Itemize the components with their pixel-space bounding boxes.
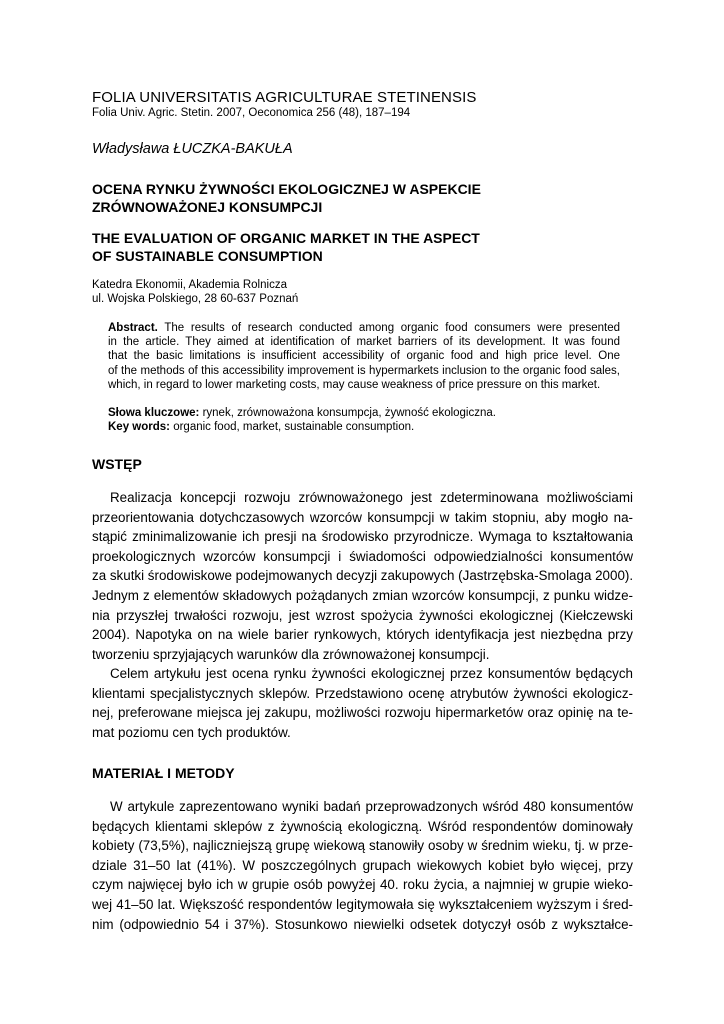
keywords-english-label: Key words:	[108, 421, 170, 434]
keywords	[108, 406, 496, 434]
abstract-line	[108, 321, 620, 335]
title-polish-line: ZRÓWNOWAŻONEJ KONSUMPCJI	[92, 199, 323, 215]
abstract-line: which, in regard to lower marketing costs, may cause weakness of price pressure on this market.	[108, 378, 601, 391]
abstract-line: of the methods of this accessibility improvement is hypermarkets inclusion to the organic food sales,	[108, 364, 620, 377]
paragraph-line: klientami specjalistycznych sklepów. Przedstawiono ocenę atrybutów żywności ekologicz-	[92, 685, 633, 701]
journal-name: FOLIA UNIVERSITATIS AGRICULTURAE STETINENSIS	[92, 89, 477, 106]
paragraph-line: stąpić zminimalizowanie ich presji na środowisko przyrodnicze. Wymaga to kształtowania	[92, 529, 633, 545]
paragraph-line: W artykule zaprezentowano wyniki badań przeprowadzonych wśród 480 konsumentów	[110, 799, 633, 814]
author-name: Władysława ŁUCZKA-BAKUŁA	[92, 141, 293, 157]
intro-paragraph-1	[92, 488, 633, 664]
paragraph-line: wej 41–50 lat. Większość respondentów legitymowała się wykształceniem wyższym i śred-	[92, 896, 633, 912]
paragraph-line: Realizacja koncepcji rozwoju zrównoważonego jest zdeterminowana możliwościami	[110, 490, 633, 505]
paragraph-line: dziale 31–50 lat (41%). W poszczególnych grupach wiekowych kobiet było więcej, przy	[92, 857, 633, 873]
keywords-english	[108, 420, 496, 434]
paragraph-line: nej, preferowane miejsca jej zakupu, możliwości rozwoju hipermarketów oraz opinię na te-	[92, 705, 633, 721]
keywords-polish-label: Słowa kluczowe:	[108, 407, 200, 419]
abstract-line: in the article. They aimed at identification of market barriers of its development. It was found	[108, 336, 620, 349]
intro-paragraph-2	[92, 664, 633, 742]
title-polish-line: OCENA RYNKU ŻYWNOŚCI EKOLOGICZNEJ W ASPEKCIE	[92, 181, 481, 197]
methods-paragraph-1	[92, 797, 633, 934]
paragraph-line: czym najwięcej było ich w grupie osób powyżej 40. roku życia, a najmniej w grupie wieko-	[92, 877, 633, 893]
title-english	[92, 229, 480, 265]
paragraph-line: tworzeniu sprzyjających warunków dla zrównoważonej konsumpcji.	[92, 646, 490, 662]
paragraph-line: nia przyszłej trwałości rozwoju, jest wzrost spożycia żywności ekologicznej (Kiełczewski	[92, 607, 633, 623]
section-heading-intro: WSTĘP	[92, 456, 142, 472]
paragraph-line: 2004). Napotyka on na wiele barier rynkowych, których identyfikacja jest niezbędna przy	[92, 627, 633, 643]
abstract-text: The results of research conducted among organic food consumers were presented	[164, 322, 620, 334]
abstract-line: that the basic limitations is insufficient accessibility of organic food and high price level. One	[108, 350, 620, 363]
paragraph-line: proekologicznych wzorców konsumpcji i świadomości odpowiedzialności konsumentów	[92, 548, 633, 564]
paragraph-line: przeorientowania dotychczasowych wzorców konsumpcji w takim stopniu, aby mogło na-	[92, 509, 633, 525]
title-english-line: OF SUSTAINABLE CONSUMPTION	[92, 248, 323, 264]
affiliation-line: Katedra Ekonomii, Akademia Rolnicza	[92, 279, 287, 291]
abstract-label: Abstract.	[108, 322, 158, 334]
affiliation	[92, 278, 298, 306]
abstract	[108, 321, 620, 392]
paragraph-line: za skutki środowiskowe podejmowanych decyzji zakupowych (Jastrzębska-Smolaga 2000).	[92, 568, 634, 584]
paragraph-line: kobiety (73,5%), najliczniejszą grupę wiekową stanowiły osoby w średnim wieku, tj. w prze-	[92, 838, 633, 854]
section-heading-methods: MATERIAŁ I METODY	[92, 765, 235, 781]
title-polish	[92, 180, 481, 216]
journal-citation: Folia Univ. Agric. Stetin. 2007, Oeconomica 256 (48), 187–194	[92, 107, 411, 119]
paragraph-line: nim (odpowiednio 54 i 37%). Stosunkowo niewielki odsetek dotyczył osób z wykształce-	[92, 916, 633, 932]
title-english-line: THE EVALUATION OF ORGANIC MARKET IN THE ASPECT	[92, 230, 480, 246]
keywords-english-text: organic food, market, sustainable consumption.	[170, 421, 415, 434]
paragraph-line: mat poziomu cen tych produktów.	[92, 724, 291, 740]
keywords-polish	[108, 406, 496, 420]
affiliation-line: ul. Wojska Polskiego, 28 60-637 Poznań	[92, 293, 299, 305]
paragraph-line: będących klientami sklepów z żywnością ekologiczną. Wśród respondentów dominowały	[92, 818, 633, 834]
paragraph-line: Jednym z elementów składowych pożądanych zmian wzorców konsumpcji, z punku widze-	[92, 587, 633, 603]
paragraph-line: Celem artykułu jest ocena rynku żywności ekologicznej przez konsumentów będących	[110, 666, 633, 681]
keywords-polish-text: rynek, zrównoważona konsumpcja, żywność ekologiczna.	[199, 407, 496, 419]
